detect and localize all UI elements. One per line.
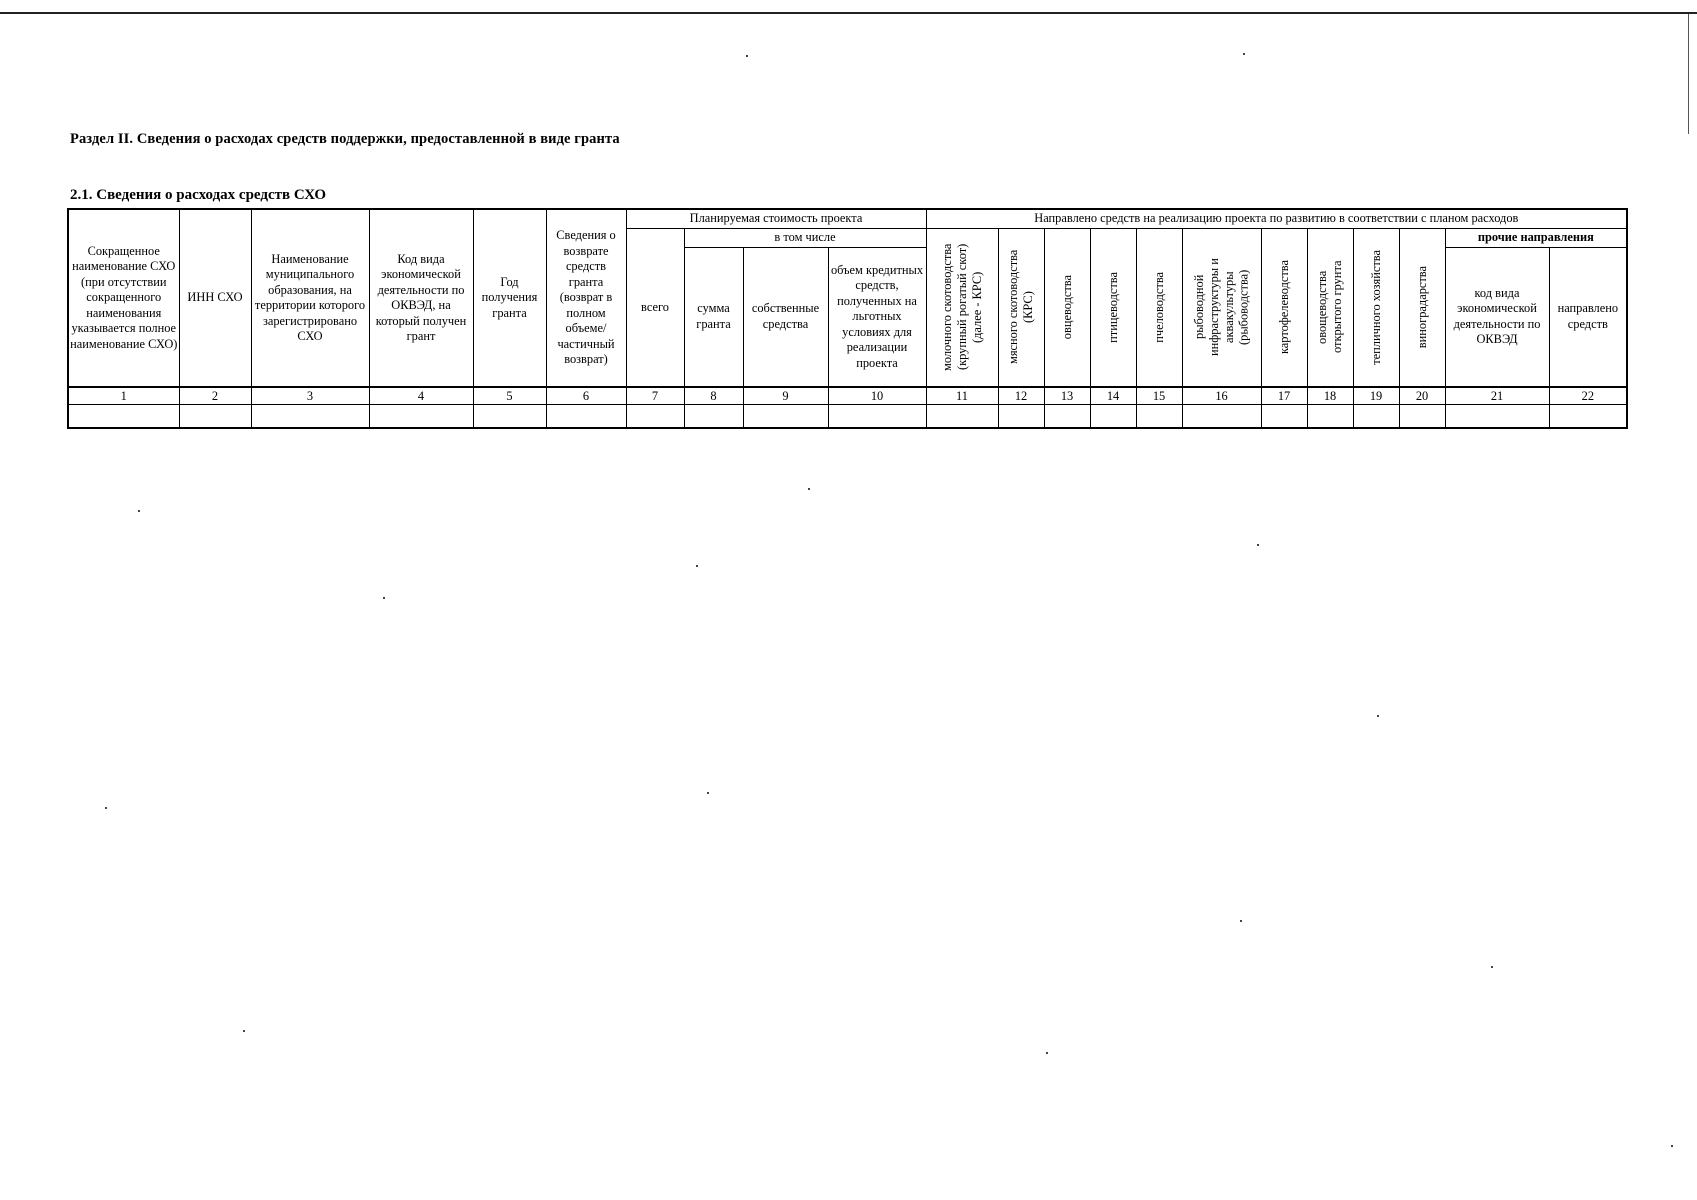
scan-speck xyxy=(138,510,140,512)
header-col-2: ИНН СХО xyxy=(179,209,251,387)
scan-speck xyxy=(696,565,698,567)
expenses-table xyxy=(67,208,1628,429)
header-col-19 xyxy=(1353,228,1399,387)
right-rule xyxy=(1688,14,1689,134)
data-cell[interactable] xyxy=(1136,405,1182,429)
data-cell[interactable] xyxy=(68,405,179,429)
column-number: 19 xyxy=(1353,387,1399,405)
data-cell[interactable] xyxy=(1445,405,1549,429)
column-number: 10 xyxy=(828,387,926,405)
column-number: 14 xyxy=(1090,387,1136,405)
data-cell[interactable] xyxy=(1090,405,1136,429)
data-cell[interactable] xyxy=(1399,405,1445,429)
header-col-13-text: овцеводства xyxy=(1059,275,1074,340)
scan-speck xyxy=(1046,1052,1048,1054)
scan-speck xyxy=(1377,715,1379,717)
data-cell[interactable] xyxy=(1044,405,1090,429)
column-number: 17 xyxy=(1261,387,1307,405)
scan-speck xyxy=(707,792,709,794)
header-col-16-text: рыбоводной инфраструктуры и аквакультуры (рыбоводства) xyxy=(1191,258,1251,357)
header-col-19-text: тепличного хозяйства xyxy=(1368,249,1383,365)
data-cell[interactable] xyxy=(684,405,743,429)
header-col-17-text: картофелеводства xyxy=(1276,260,1291,355)
data-cell[interactable] xyxy=(251,405,369,429)
column-number: 21 xyxy=(1445,387,1549,405)
column-number: 22 xyxy=(1549,387,1627,405)
header-col-1: Сокращенное наименование СХО (при отсутствии сокращенного наименования указывается полное наименование СХО) xyxy=(68,209,179,387)
top-rule xyxy=(0,12,1697,14)
data-cell[interactable] xyxy=(926,405,998,429)
header-col-20 xyxy=(1399,228,1445,387)
column-number: 7 xyxy=(626,387,684,405)
scan-speck xyxy=(1491,966,1493,968)
data-cell[interactable] xyxy=(473,405,546,429)
header-group-planned: Планируемая стоимость проекта xyxy=(626,209,926,228)
column-number: 16 xyxy=(1182,387,1261,405)
column-number-row xyxy=(68,387,1627,405)
header-col-11 xyxy=(926,228,998,387)
header-col-15 xyxy=(1136,228,1182,387)
scan-speck xyxy=(1671,1145,1673,1147)
section-title: Раздел II. Сведения о расходах средств поддержки, предоставленной в виде гранта xyxy=(70,131,620,147)
data-row xyxy=(68,405,1627,429)
header-group-other: прочие направления xyxy=(1445,228,1627,247)
data-cell[interactable] xyxy=(179,405,251,429)
data-cell[interactable] xyxy=(998,405,1044,429)
header-col-18-text: овощеводства открытого грунта xyxy=(1315,261,1345,354)
header-col-4: Код вида экономической деятельности по ОКВЭД, на который получен грант xyxy=(369,209,473,387)
header-col-14-text: птицеводства xyxy=(1105,271,1120,343)
scan-speck xyxy=(1257,544,1259,546)
header-col-11-text: молочного скотоводства (крупный рогатый скот) (далее - КРС) xyxy=(939,243,984,371)
scan-speck xyxy=(243,1030,245,1032)
column-number: 6 xyxy=(546,387,626,405)
column-number: 4 xyxy=(369,387,473,405)
scan-speck xyxy=(1243,53,1245,55)
header-col-5: Год получения гранта xyxy=(473,209,546,387)
data-cell[interactable] xyxy=(743,405,828,429)
header-col-6: Сведения о возврате средств гранта (возврат в полном объеме/ частичный возврат) xyxy=(546,209,626,387)
column-number: 20 xyxy=(1399,387,1445,405)
header-col-15-text: пчеловодства xyxy=(1151,271,1166,343)
data-cell[interactable] xyxy=(626,405,684,429)
header-col-12 xyxy=(998,228,1044,387)
scan-speck xyxy=(1240,920,1242,922)
column-number: 11 xyxy=(926,387,998,405)
header-col-8: сумма гранта xyxy=(684,247,743,387)
header-col-16 xyxy=(1182,228,1261,387)
header-col-9: собственные средства xyxy=(743,247,828,387)
header-group-directed: Направлено средств на реализацию проекта по развитию в соответствии с планом расходов xyxy=(926,209,1627,228)
data-cell[interactable] xyxy=(1182,405,1261,429)
scan-speck xyxy=(105,807,107,809)
data-cell[interactable] xyxy=(546,405,626,429)
column-number: 5 xyxy=(473,387,546,405)
column-number: 8 xyxy=(684,387,743,405)
data-cell[interactable] xyxy=(1549,405,1627,429)
column-number: 13 xyxy=(1044,387,1090,405)
data-cell[interactable] xyxy=(1261,405,1307,429)
data-cell[interactable] xyxy=(1307,405,1353,429)
column-number: 18 xyxy=(1307,387,1353,405)
header-col-17 xyxy=(1261,228,1307,387)
column-number: 9 xyxy=(743,387,828,405)
header-col-21: код вида экономической деятельности по ОКВЭД xyxy=(1445,247,1549,387)
column-number: 12 xyxy=(998,387,1044,405)
header-col-10: объем кредитных средств, полученных на льготных условиях для реализации проекта xyxy=(828,247,926,387)
subsection-title: 2.1. Сведения о расходах средств СХО xyxy=(70,187,327,203)
header-col-14 xyxy=(1090,228,1136,387)
data-cell[interactable] xyxy=(369,405,473,429)
header-col-20-text: виноградарства xyxy=(1414,266,1429,349)
scan-speck xyxy=(746,55,748,57)
header-col-13 xyxy=(1044,228,1090,387)
column-number: 15 xyxy=(1136,387,1182,405)
scan-speck xyxy=(808,488,810,490)
column-number: 1 xyxy=(68,387,179,405)
header-col-3: Наименование муниципального образования, на территории которого зарегистрировано СХО xyxy=(251,209,369,387)
header-col-12-text: мясного скотоводства (КРС) xyxy=(1006,250,1036,365)
header-col-7: всего xyxy=(626,228,684,387)
column-number: 3 xyxy=(251,387,369,405)
header-col-22: направлено средств xyxy=(1549,247,1627,387)
data-cell[interactable] xyxy=(1353,405,1399,429)
column-number: 2 xyxy=(179,387,251,405)
header-group-including: в том числе xyxy=(684,228,926,247)
scan-speck xyxy=(383,597,385,599)
header-col-18 xyxy=(1307,228,1353,387)
data-cell[interactable] xyxy=(828,405,926,429)
